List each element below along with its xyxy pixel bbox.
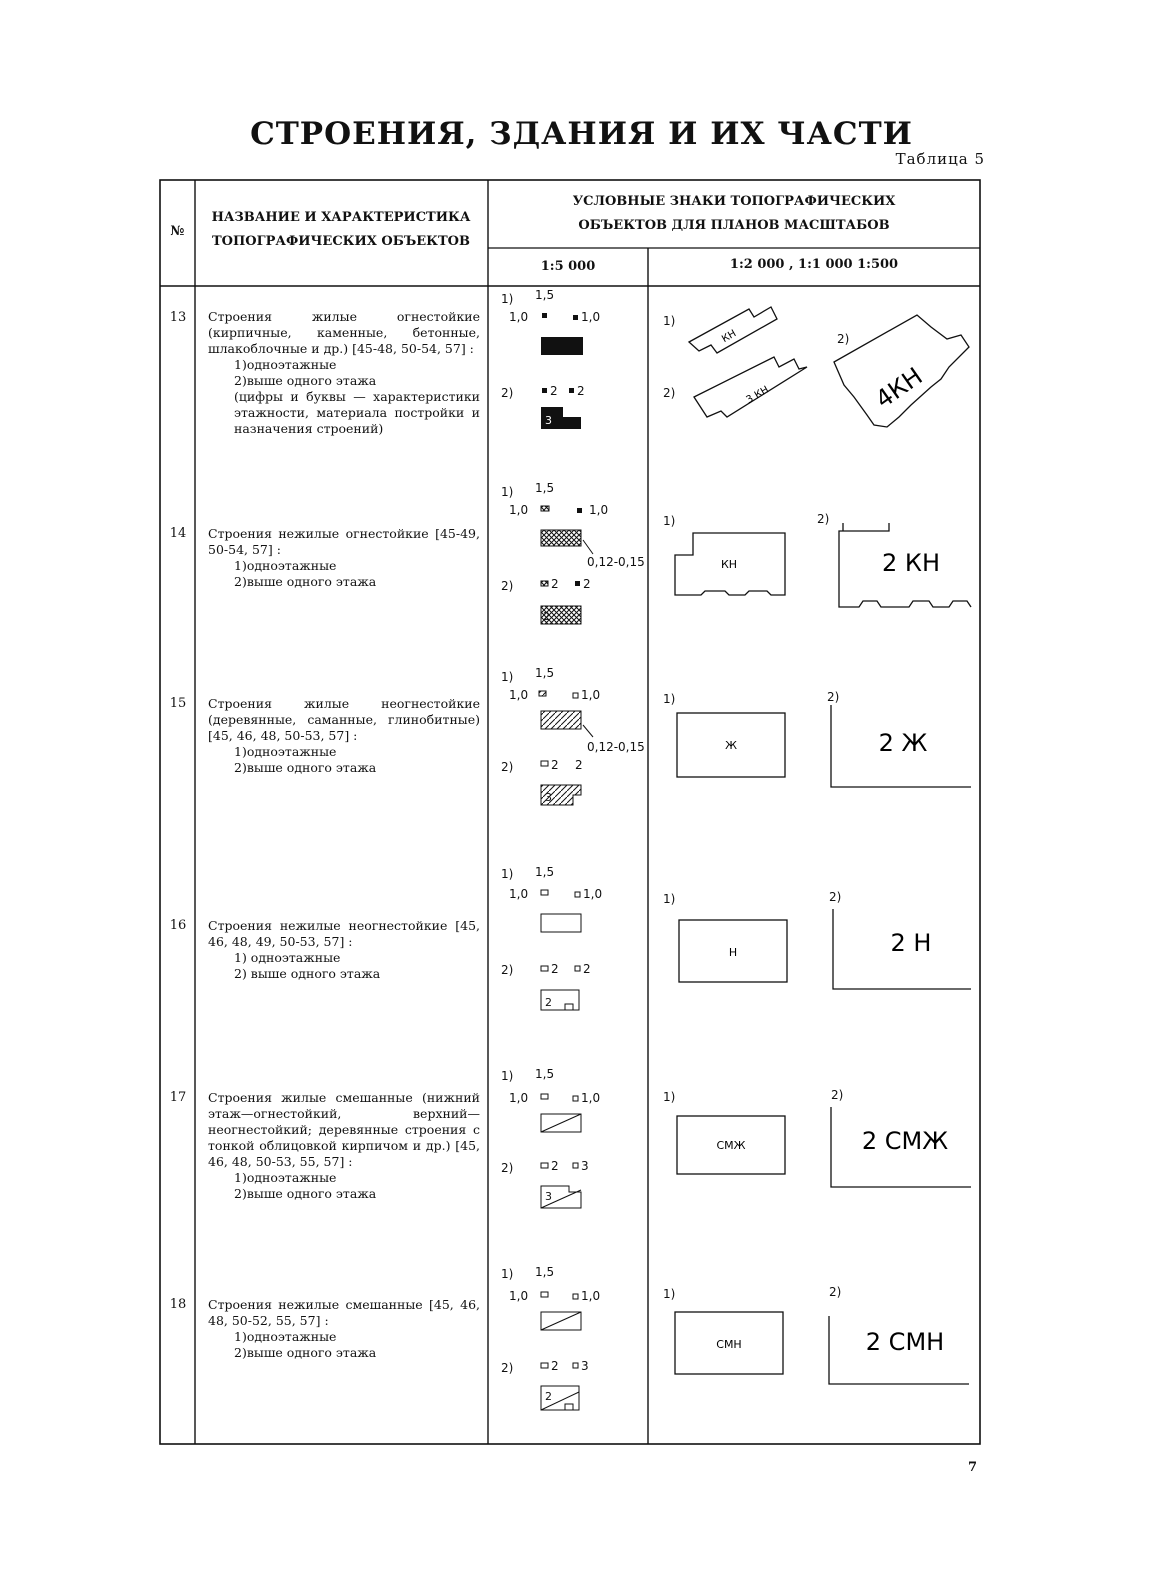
sym-label-2: 2) [501, 579, 514, 593]
dim-top: 1,5 [535, 288, 555, 302]
symbol-5000 [489, 665, 647, 815]
large-big-label: 2 СМЖ [861, 1127, 949, 1155]
pair-a: 2 [551, 962, 559, 976]
row-number: 18 [169, 1297, 187, 1312]
pair-b: 2 [583, 577, 591, 591]
large-big-label: 4КН [870, 361, 928, 414]
row-note: (цифры и буквы — характеристики этажности, материала постройки и назначения строений) [234, 389, 480, 436]
symbol-5000 [489, 862, 647, 1022]
row-description [208, 918, 480, 982]
large-label-2: 2) [663, 386, 676, 400]
symbol-large [649, 885, 979, 1000]
dim-right: 1,0 [581, 1091, 601, 1105]
dim-right: 1,0 [581, 688, 601, 702]
large-label-r2: 2) [831, 1088, 844, 1102]
sym-label-1: 1) [501, 867, 514, 881]
sym-label-2: 2) [501, 1161, 514, 1175]
pair-b: 2 [577, 384, 585, 398]
dim-top: 1,5 [535, 865, 555, 879]
dim-left: 1,0 [509, 887, 529, 901]
large-big-label: 2 КН [882, 549, 940, 577]
row-sub1: 1)одноэтажные [234, 558, 337, 573]
large-big-label: 2 Ж [878, 729, 928, 757]
pair-b: 3 [581, 1159, 589, 1173]
large-label-1: 1) [663, 1090, 676, 1104]
large-label-1: 1) [663, 692, 676, 706]
header-signs [488, 190, 980, 238]
pair-a: 2 [551, 758, 559, 772]
row-sub1: 1)одноэтажные [234, 744, 337, 759]
dim-right: 1,0 [583, 887, 603, 901]
row-sub2: 2)выше одного этажа [234, 373, 377, 388]
sym-label-1: 1) [501, 670, 514, 684]
large-label-1: 1) [663, 892, 676, 906]
box-label: 3 [545, 791, 552, 804]
row-sub2: 2)выше одного этажа [234, 1186, 377, 1201]
dim-top: 1,5 [535, 1265, 555, 1279]
sym-label-2: 2) [501, 386, 514, 400]
sym-label-2: 2) [501, 963, 514, 977]
symbol-5000 [489, 1064, 647, 1224]
row-sub1: 1)одноэтажные [234, 357, 337, 372]
page-title: СТРОЕНИЯ, ЗДАНИЯ И ИХ ЧАСТИ [250, 116, 913, 152]
header-scale-large: 1:2 000 , 1:1 000 1:500 [729, 257, 899, 272]
header-name [196, 206, 486, 254]
row-desc-text: Строения нежилые огнестойкие [45-49, 50-54, 57] : [208, 526, 480, 557]
large-small-label: КН [720, 328, 739, 346]
dim-left: 1,0 [509, 310, 529, 324]
symbol-large [649, 287, 979, 467]
row-desc-text: Строения нежилые смешанные [45, 46, 48, 50-52, 55, 57] : [208, 1297, 480, 1328]
sym-label-1: 1) [501, 292, 514, 306]
large-big-label: 2 Н [890, 929, 932, 957]
large-small-label: КН [720, 558, 738, 571]
large-label-1: 1) [663, 1287, 676, 1301]
header-scale-5000: 1:5 000 [540, 259, 596, 274]
sym-label-1: 1) [501, 485, 514, 499]
row-sub2: 2) выше одного этажа [234, 966, 381, 981]
dim-right: 1,0 [581, 310, 601, 324]
symbol-large [649, 1083, 979, 1198]
pair-b: 2 [575, 758, 583, 772]
row-sub1: 1) одноэтажные [234, 950, 341, 965]
large-label-1: 1) [663, 514, 676, 528]
pair-a: 2 [551, 1159, 559, 1173]
large-big-label: 2 СМН [865, 1328, 945, 1356]
row-description [208, 309, 480, 437]
row-number: 13 [169, 310, 187, 325]
large-label-r2: 2) [837, 332, 850, 346]
large-label-r2: 2) [829, 890, 842, 904]
dim-left: 1,0 [509, 503, 529, 517]
row-description [208, 526, 480, 590]
row-description [208, 1297, 480, 1361]
row-sub2: 2)выше одного этажа [234, 1345, 377, 1360]
pair-a: 2 [551, 577, 559, 591]
row-number: 17 [169, 1090, 187, 1105]
row-desc-text: Строения нежилые неогнестойкие [45, 46, 48, 49, 50-53, 57] : [208, 918, 480, 949]
large-label-r2: 2) [827, 690, 840, 704]
symbol-5000 [489, 1262, 647, 1422]
dim-right: 1,0 [581, 1289, 601, 1303]
row-desc-text: Строения жилые смешанные (нижний этаж—огнестойкий, верхний—неогнестойкий; деревянные строения с тонкой облицовкой кирпичом и др.) [45, 46, 48, 50-53, 55, 57] : [208, 1090, 480, 1169]
table-label: Таблица 5 [895, 150, 985, 168]
symbol-large [649, 685, 979, 795]
large-small-label: СМЖ [716, 1139, 746, 1152]
sym-label-2: 2) [501, 1361, 514, 1375]
row-sub1: 1)одноэтажные [234, 1170, 337, 1185]
large-small-label: Ж [725, 739, 737, 752]
header-num: № [170, 224, 185, 239]
row-desc-text: Строения жилые огнестойкие (кирпичные, каменные, бетонные, шлакоблочные и др.) [45-48, 50-54, 57] : [208, 309, 480, 356]
header-name-line2: ТОПОГРАФИЧЕСКИХ ОБЪЕКТОВ [212, 234, 470, 249]
header-signs-line2: ОБЪЕКТОВ ДЛЯ ПЛАНОВ МАСШТАБОВ [578, 218, 890, 233]
dim-top: 1,5 [535, 1067, 555, 1081]
pair-b: 2 [583, 962, 591, 976]
box-label: 3 [545, 414, 552, 427]
dim-left: 1,0 [509, 1091, 529, 1105]
sym-label-1: 1) [501, 1267, 514, 1281]
symbol-5000 [489, 480, 647, 630]
dim-right: 1,0 [589, 503, 609, 517]
large-small-label: СМН [716, 1338, 742, 1351]
large-label-r2: 2) [817, 512, 830, 526]
symbol-large [649, 505, 979, 620]
header-signs-line1: УСЛОВНЫЕ ЗНАКИ ТОПОГРАФИЧЕСКИХ [572, 194, 896, 209]
dim-top: 1,5 [535, 666, 555, 680]
large-small-label: Н [728, 946, 738, 959]
box-label: 2 [545, 1390, 552, 1403]
row-desc-text: Строения жилые неогнестойкие (деревянные, саманные, глинобитные) [45, 46, 48, 50-53, 57] : [208, 696, 480, 743]
row-sub2: 2)выше одного этажа [234, 760, 377, 775]
hatch-spacing: 0,12-0,15 [587, 555, 645, 569]
pair-b: 3 [581, 1359, 589, 1373]
box-label: 3 [545, 1190, 552, 1203]
hatch-spacing: 0,12-0,15 [587, 740, 645, 754]
sym-label-1: 1) [501, 1069, 514, 1083]
large-mid-label: 3 КН [744, 384, 771, 407]
page-number: 7 [968, 1460, 978, 1475]
row-number: 14 [169, 526, 187, 541]
row-number: 16 [169, 918, 187, 933]
symbol-large [649, 1280, 979, 1395]
symbol-5000 [489, 287, 647, 467]
sym-label-2: 2) [501, 760, 514, 774]
dim-left: 1,0 [509, 688, 529, 702]
row-description [208, 696, 480, 776]
row-description [208, 1090, 480, 1202]
large-label-1: 1) [663, 314, 676, 328]
box-label: 2 [543, 610, 550, 623]
dim-top: 1,5 [535, 481, 555, 495]
header-name-line1: НАЗВАНИЕ И ХАРАКТЕРИСТИКА [211, 210, 471, 225]
pair-a: 2 [550, 384, 558, 398]
row-number: 15 [169, 696, 187, 711]
row-sub2: 2)выше одного этажа [234, 574, 377, 589]
row-sub1: 1)одноэтажные [234, 1329, 337, 1344]
dim-left: 1,0 [509, 1289, 529, 1303]
pair-a: 2 [551, 1359, 559, 1373]
box-label: 2 [545, 996, 552, 1009]
large-label-r2: 2) [829, 1285, 842, 1299]
